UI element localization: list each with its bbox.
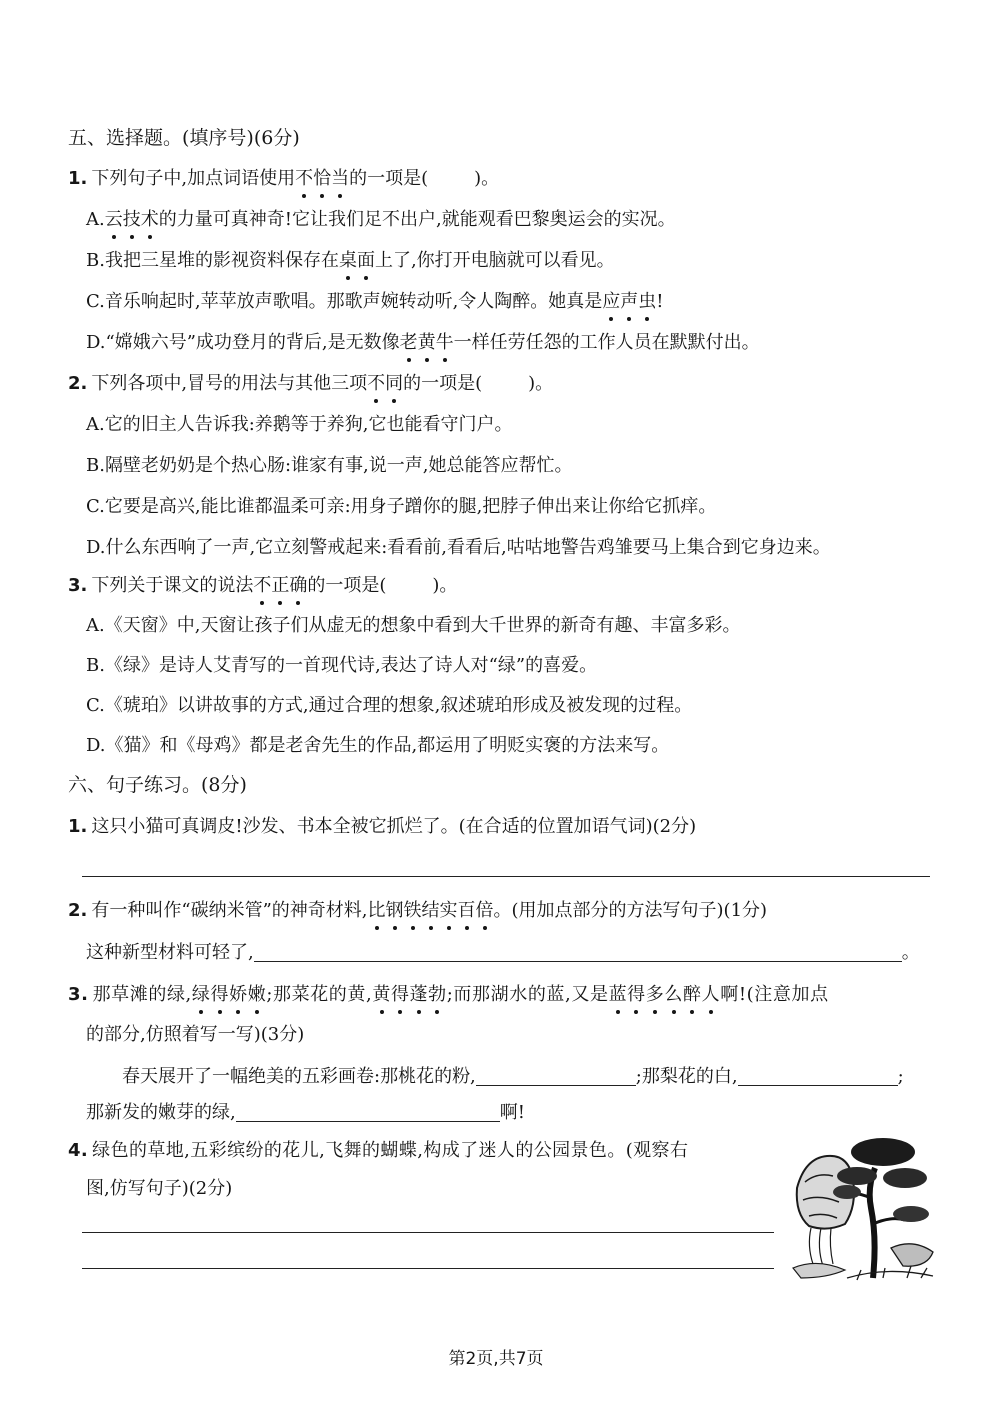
q6-2-answer-blank[interactable]: [254, 941, 902, 962]
dotted-char: 实: [440, 898, 458, 924]
option-text: !: [656, 291, 664, 312]
q6-1-text: 这只小猫可真调皮!沙发、书本全被它抓烂了。(在合适的位置加语气词)(2分): [91, 816, 697, 837]
q5-3-stem-c: )。: [432, 575, 458, 596]
q6-2-text: 。(用加点部分的方法写句子)(1分): [493, 900, 768, 921]
q5-3-number: 3.: [68, 575, 88, 596]
q6-3-fill-line1: [122, 1064, 904, 1090]
q5-1-option-a: [86, 207, 676, 233]
section-six-title: 六、句子练习。(8分): [68, 774, 247, 796]
q5-2-option-c: C.它要是高兴,能比谁都温柔可亲:用身子蹭你的腿,把脖子伸出来让你给它抓痒。: [86, 496, 717, 517]
waterfall-icon: [793, 1228, 845, 1278]
q5-3-option-b: B.《绿》是诗人艾青写的一首现代诗,表达了诗人对“绿”的喜爱。: [86, 655, 598, 676]
dotted-char: 老: [400, 330, 418, 356]
q6-3-fill-line2: [86, 1100, 525, 1126]
q6-3-number: 3.: [68, 984, 89, 1005]
q6-2-answer: [86, 940, 920, 966]
q5-1-number: 1.: [68, 168, 88, 189]
dotted-char: 勃: [428, 982, 447, 1008]
q5-2-stem-a: 下列各项中,冒号的用法与其他三项: [91, 373, 368, 394]
q6-2-answer-prefix: 这种新型材料可轻了,: [86, 942, 254, 963]
dotted-char: 得: [211, 982, 230, 1008]
dotted-char: 蓝: [609, 982, 628, 1008]
dotted-char: 多: [646, 982, 665, 1008]
dotted-char: 人: [702, 982, 721, 1008]
dotted-char: 确: [289, 573, 307, 599]
q6-3-fill-text: ;那梨花的白,: [635, 1066, 738, 1087]
option-text: D.“嫦娥六号”成功登月的背后,是无数像: [86, 332, 400, 353]
dotted-char: 声: [620, 289, 638, 315]
q6-4-number: 4.: [68, 1140, 89, 1161]
q6-3-blank-pear[interactable]: [738, 1065, 898, 1086]
dotted-char: 正: [271, 573, 289, 599]
dotted-char: 结: [422, 898, 440, 924]
q5-2-stem-c: )。: [528, 373, 554, 394]
q6-4-line2: 图,仿写句子)(2分): [86, 1178, 233, 1199]
q6-2-number: 2.: [68, 900, 88, 921]
q6-3-fill-text: ;: [897, 1066, 904, 1087]
dotted-char: 术: [141, 207, 159, 233]
option-prefix: A.: [86, 209, 105, 230]
q5-1-option-c: [86, 289, 664, 315]
dotted-char: 铁: [404, 898, 422, 924]
dotted-char: 应: [602, 289, 620, 315]
q5-3-stem: [68, 573, 457, 599]
q5-3-stem-b: 的一项是(: [307, 575, 387, 596]
q5-2-stem: [68, 371, 553, 397]
q6-4-stem: [68, 1138, 688, 1164]
q6-2-text: 有一种叫作“碳纳米管”的神奇材料,: [91, 900, 368, 921]
q6-3-text: 啊!(注意加点: [720, 984, 829, 1005]
dotted-char: 技: [123, 207, 141, 233]
dotted-char: 蓬: [410, 982, 429, 1008]
dotted-char: 娇: [229, 982, 248, 1008]
option-text: B.我把三星堆的影视资料保存在: [86, 250, 339, 271]
q5-2-option-a: A.它的旧主人告诉我:养鹅等于养狗,它也能看守门户。: [86, 414, 513, 435]
q6-4-answer-line-1[interactable]: [82, 1232, 774, 1233]
q5-3-option-c: C.《琥珀》以讲故事的方式,通过合理的想象,叙述琥珀形成及被发现的过程。: [86, 695, 693, 716]
dotted-char: 面: [357, 248, 375, 274]
dotted-char: 得: [391, 982, 410, 1008]
q5-2-option-d: D.什么东西响了一声,它立刻警戒起来:看看前,看看后,咕咕地警告鸡雏要马上集合到它身边来。: [86, 537, 831, 558]
q5-2-stem-b: 的一项是(: [403, 373, 483, 394]
dotted-char: 当: [331, 166, 349, 192]
q5-3-option-a: A.《天窗》中,天窗让孩子们从虚无的想象中看到大千世界的新奇有趣、丰富多彩。: [86, 615, 741, 636]
dotted-char: 云: [105, 207, 123, 233]
park-illustration: [787, 1128, 937, 1286]
dotted-char: 比: [368, 898, 386, 924]
dotted-char: 绿: [192, 982, 211, 1008]
dotted-char: 醉: [683, 982, 702, 1008]
q5-3-option-d: D.《猫》和《母鸡》都是老舍先生的作品,都运用了明贬实褒的方法来写。: [86, 735, 670, 756]
dotted-char: 钢: [386, 898, 404, 924]
q5-1-stem: [68, 166, 499, 192]
dotted-char: 不: [367, 371, 385, 397]
dotted-char: 牛: [436, 330, 454, 356]
q6-3-fill-text: 春天展开了一幅绝美的五彩画卷:那桃花的粉,: [122, 1066, 476, 1087]
dotted-char: 么: [664, 982, 683, 1008]
q6-2-stem: [68, 898, 767, 924]
grass-icon: [847, 1244, 933, 1280]
dotted-char: 黄: [418, 330, 436, 356]
q6-4-text: 绿色的草地,五彩缤纷的花儿,飞舞的蝴蝶,构成了迷人的公园景色。(观察右: [92, 1140, 689, 1161]
q6-3-blank-sprout[interactable]: [236, 1101, 500, 1122]
q6-3-fill-text: 啊!: [499, 1102, 525, 1123]
option-text: C.音乐响起时,苹苹放声歌唱。那歌声婉转动听,令人陶醉。她真是: [86, 291, 603, 312]
dotted-char: 桌: [339, 248, 357, 274]
q5-1-stem-b: 的一项是(: [349, 168, 429, 189]
dotted-char: 不: [295, 166, 313, 192]
q5-1-stem-c: )。: [474, 168, 500, 189]
q5-1-option-d: [86, 330, 760, 356]
q6-3-fill-text: 那新发的嫩芽的绿,: [86, 1102, 236, 1123]
dotted-char: 同: [385, 371, 403, 397]
q6-2-answer-end: 。: [901, 942, 920, 963]
option-text: 的力量可真神奇!它让我们足不出户,就能观看巴黎奥运会的实况。: [158, 209, 676, 230]
q5-1-option-b: [86, 248, 615, 274]
dotted-char: 恰: [313, 166, 331, 192]
q5-2-number: 2.: [68, 373, 88, 394]
dotted-char: 黄: [372, 982, 391, 1008]
q6-3-stem: [68, 982, 829, 1008]
q6-4-answer-line-2[interactable]: [82, 1268, 774, 1269]
q6-1-stem: [68, 814, 696, 840]
dotted-char: 嫩: [248, 982, 267, 1008]
q6-3-blank-peach[interactable]: [476, 1065, 636, 1086]
q5-2-option-b: B.隔壁老奶奶是个热心肠:谁家有事,说一声,她总能答应帮忙。: [86, 455, 573, 476]
option-text: 一样任劳任怨的工作人员在默默付出。: [453, 332, 760, 353]
q6-3-text: ;而那湖水的蓝,又是: [446, 984, 609, 1005]
dotted-char: 不: [253, 573, 271, 599]
q6-3-text: 那草滩的绿,: [92, 984, 192, 1005]
q6-3-text: ;那菜花的黄,: [266, 984, 373, 1005]
q5-3-stem-a: 下列关于课文的说法: [91, 575, 254, 596]
q5-1-stem-a: 下列句子中,加点词语使用: [91, 168, 296, 189]
q6-1-number: 1.: [68, 816, 88, 837]
dotted-char: 虫: [638, 289, 656, 315]
dotted-char: 百: [458, 898, 476, 924]
dotted-char: 得: [627, 982, 646, 1008]
dotted-char: 倍: [476, 898, 494, 924]
page-number-footer: 第2页,共7页: [448, 1349, 544, 1369]
q6-1-answer-line[interactable]: [82, 876, 930, 877]
option-text: 上了,你打开电脑就可以看见。: [374, 250, 615, 271]
q6-3-line2: 的部分,仿照着写一写)(3分): [86, 1024, 305, 1045]
section-five-title: 五、选择题。(填序号)(6分): [68, 127, 300, 149]
